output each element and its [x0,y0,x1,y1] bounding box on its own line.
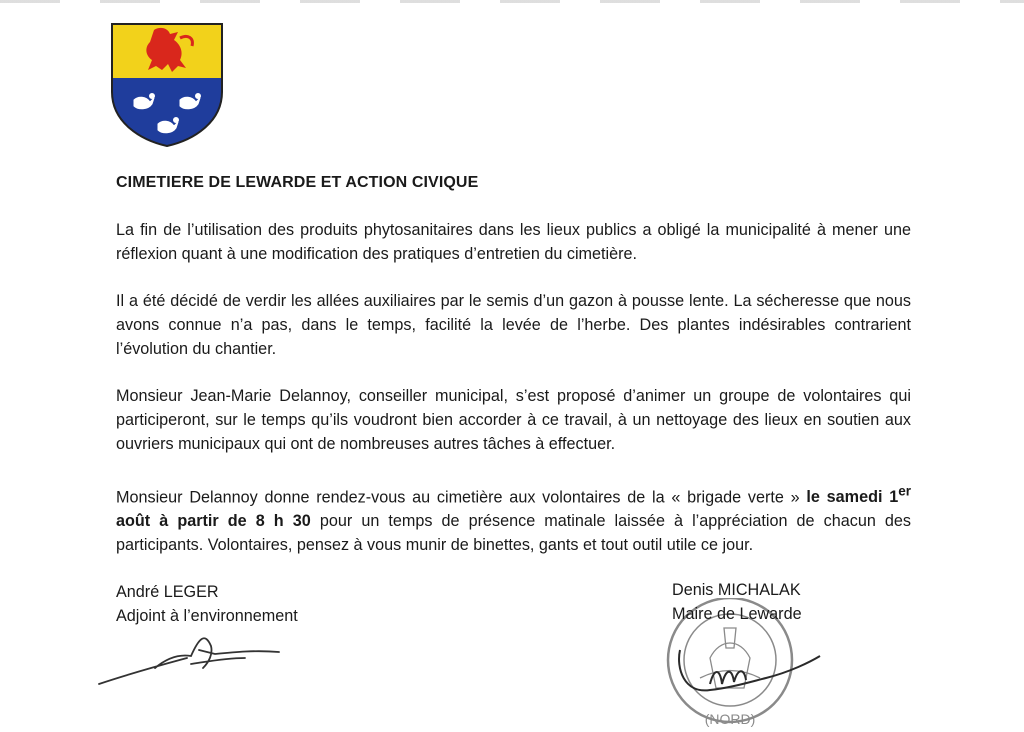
paragraph-4-end: pour un temps de présence matinale laissée à l’appréciation de chacun des participants. Volontaires, pensez à vous munir de binettes, gants et tout outil utile ce jour. [116,512,911,555]
paragraph-2: Il a été décidé de verdir les allées auxiliaires par le semis d’un gazon à pousse lente. La sécheresse que nous avons connue n’a pas, dans le temps, facilité la levée de l’herbe. Des plantes indésirables contrarient l’évolution du chantier. [116,292,911,358]
signatory-left-role: Adjoint à l’environnement [116,607,298,625]
date-superscript: er [898,484,911,499]
stamp-bottom-text: (NORD) [704,711,756,727]
coat-of-arms-icon [108,22,226,148]
signatory-left [116,580,298,628]
paragraph-4 [116,480,911,557]
paragraph-4-start: Monsieur Delannoy donne rendez-vous au cimetière aux volontaires de la « brigade verte » [116,488,807,507]
signatory-right [672,578,802,626]
letter-title: CIMETIERE DE LEWARDE ET ACTION CIVIQUE [116,174,479,191]
scan-edge-line [0,0,1024,3]
signatory-left-name: André LEGER [116,583,219,601]
signatory-right-role: Maire de Lewarde [672,605,802,623]
handwritten-signature-left [95,628,285,688]
signatory-right-name: Denis MICHALAK [672,581,801,599]
date-part-2: août à partir de 8 h 30 [116,512,311,531]
paragraph-3: Monsieur Jean-Marie Delannoy, conseiller municipal, s’est proposé d’animer un groupe de volontaires qui participeront, sur le temps qu’ils voudront bien accorder à ce travail, à un nettoyage des lieux en soutien aux ouvriers municipaux qui ont de nombreuses autres tâches à effectuer. [116,387,911,453]
date-part-1: le samedi 1 [806,488,899,507]
paragraph-1: La fin de l’utilisation des produits phytosanitaires dans les lieux publics a obligé la municipalité à mener une réflexion quant à une modification des pratiques d’entretien du cimetière. [116,221,911,263]
